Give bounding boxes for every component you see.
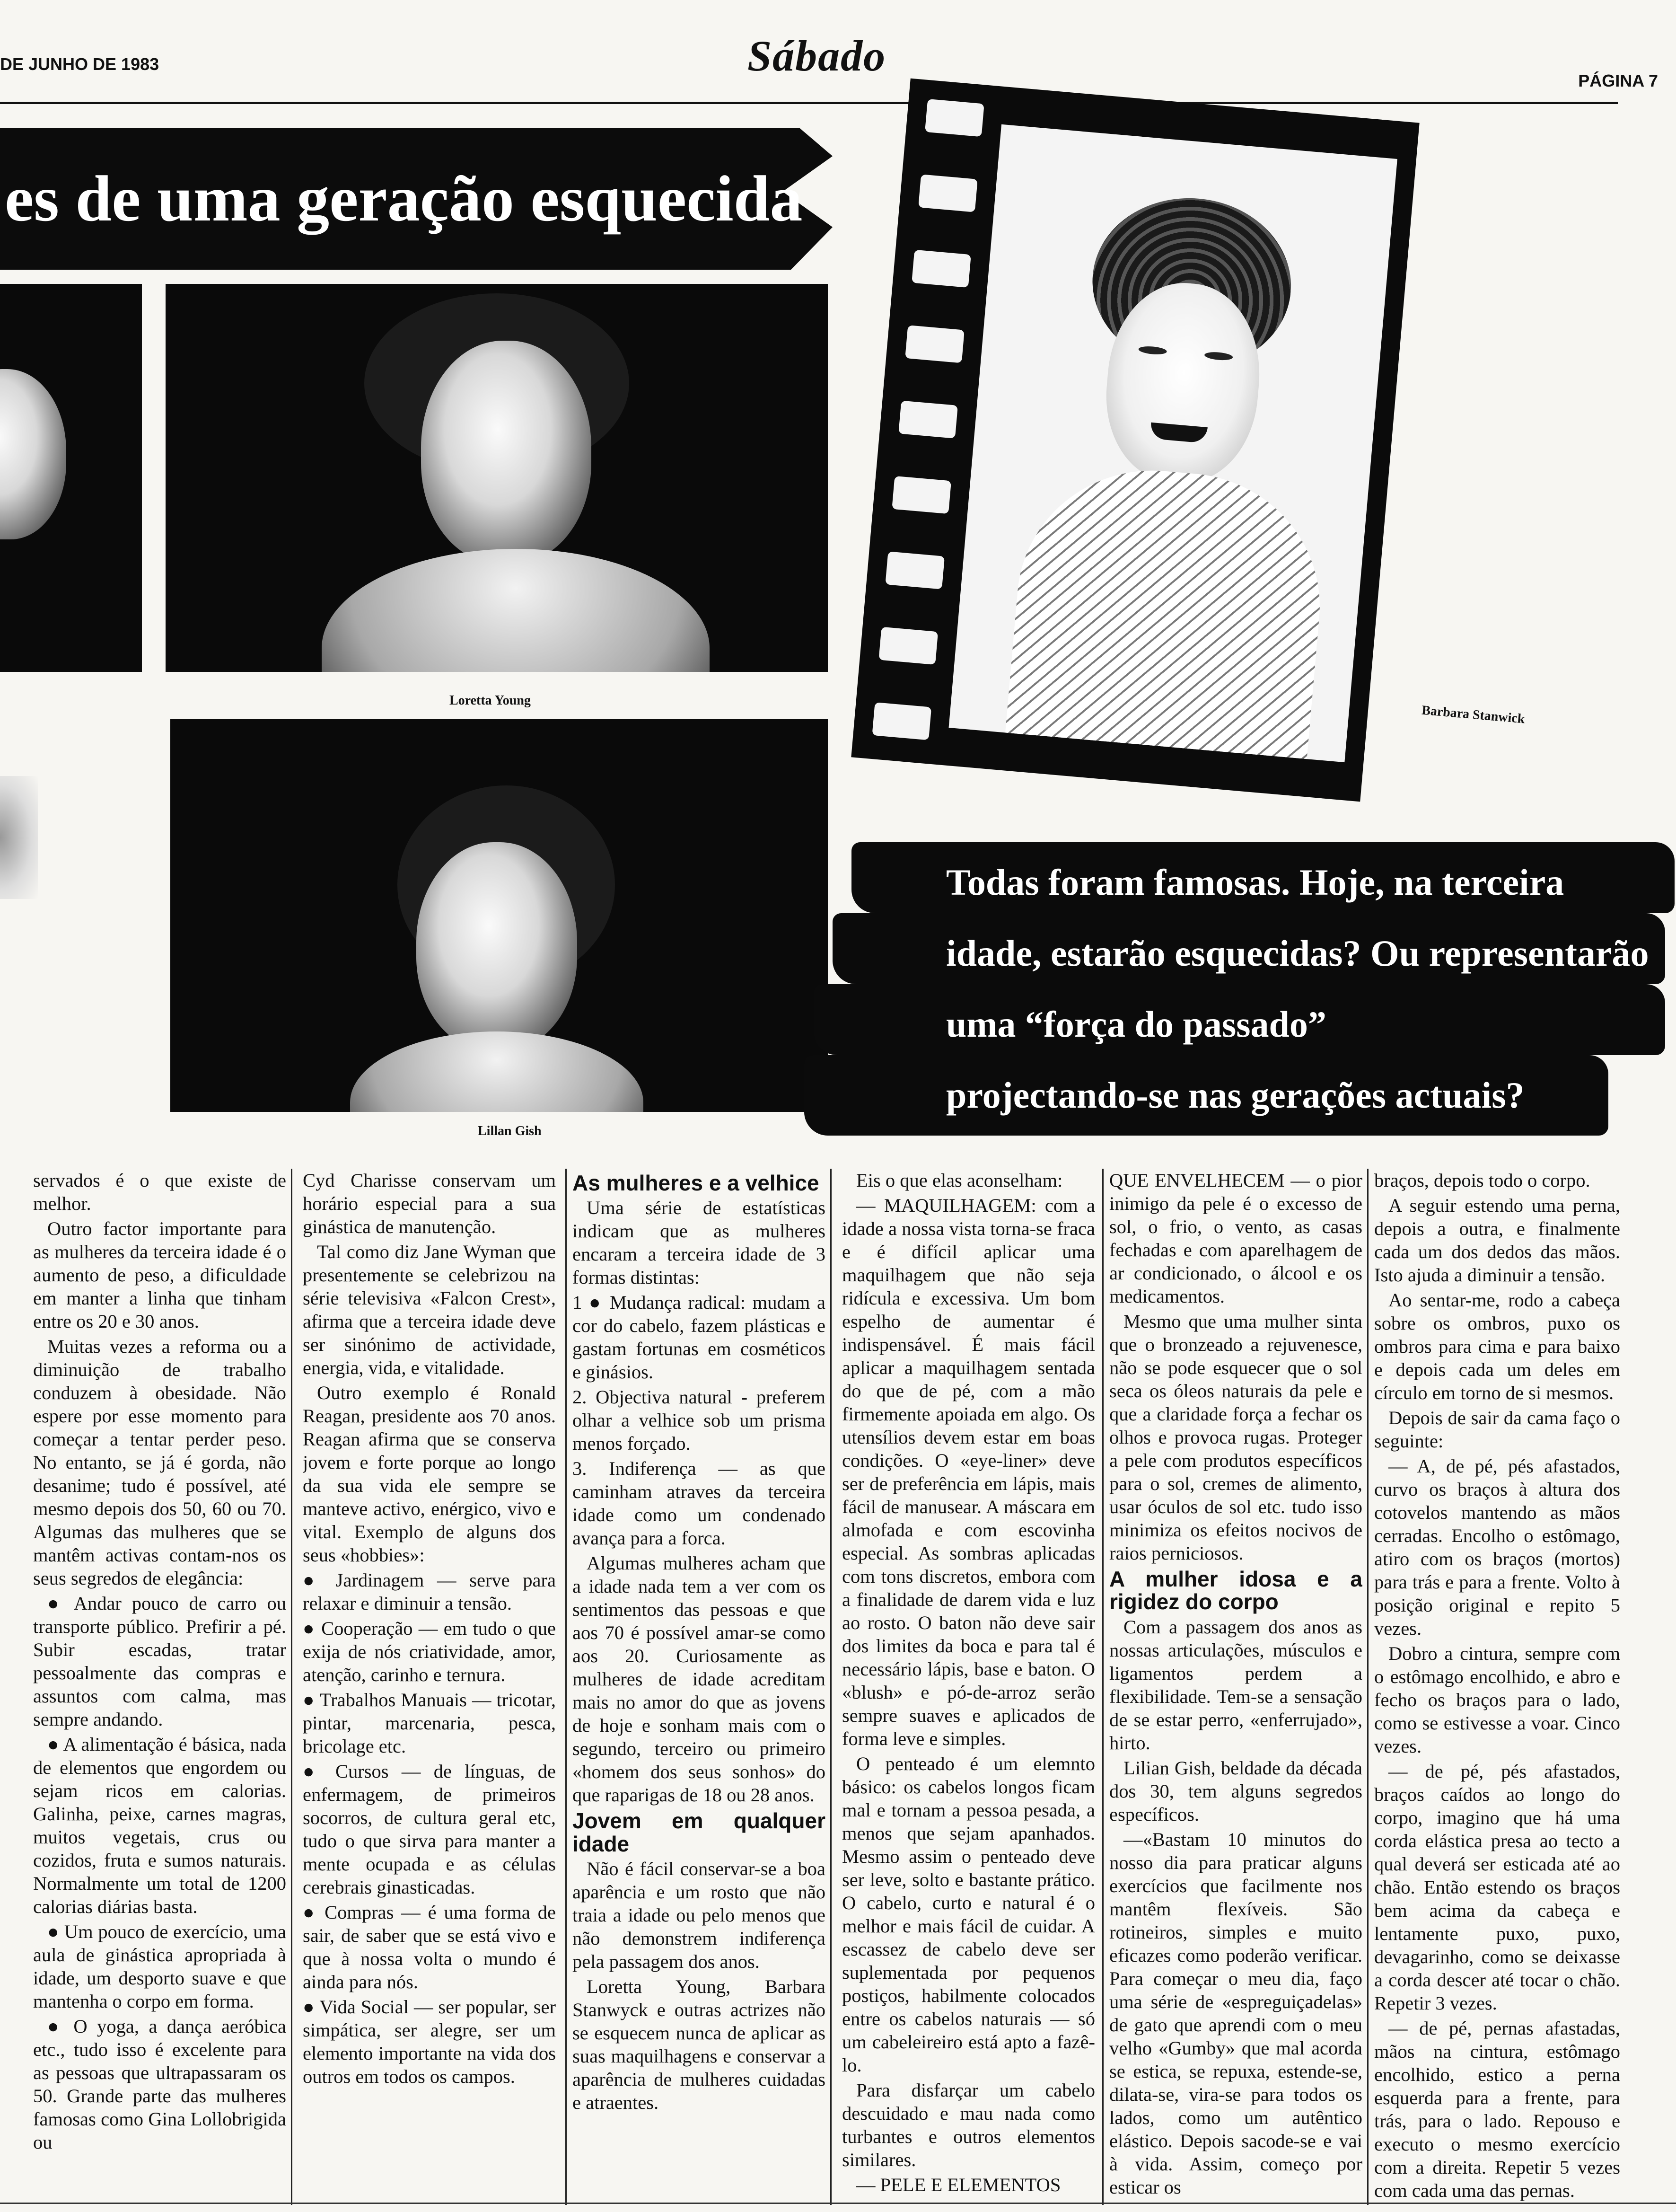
- article-column-4: [842, 1169, 1095, 2205]
- paragraph: Uma série de estatísticas indicam que as mulheres encaram a terceira idade de 3 formas distintas:: [572, 1197, 825, 1288]
- headline: es de uma geração esquecida: [5, 162, 803, 235]
- paragraph: Para disfarçar um cabelo descuidado e mau nada como turbantes e outros elementos similares.: [842, 2080, 1095, 2170]
- bullet-paragraph: ● A alimentação é básica, nada de elementos que engordem ou sejam ricos em calorias. Galinha, peixe, carnes magras, muitos vegetais, crus ou cozidos, fruta e sumos naturais. Normalmente um total de 1200 calorias diárias basta.: [33, 1734, 286, 1917]
- paragraph: QUE ENVELHECEM — o pior inimigo da pele é o excesso de sol, o frio, o vento, as casas fechadas e com aparelhagem de ar condicionado, o álcool e os medicamentos.: [1109, 1170, 1362, 1307]
- paragraph: — A, de pé, pés afastados, curvo os braços à altura dos cotovelos mantendo as mãos cerradas. Encolho o estômago, atiro com os braços (mortos) para trás e para a frente. Volto à posição original e repito 5 vezes.: [1374, 1455, 1620, 1639]
- caption-lillan-gish: Lillan Gish: [478, 1124, 542, 1138]
- bullet-paragraph: ● Cursos — de línguas, de enfermagem, de primeiros socorros, de cultura geral etc, tudo o que sirva para manter a mente ocupada e as células cerebrais ginasticadas.: [303, 1761, 556, 1898]
- pullquote-line-1: Todas foram famosas. Hoje, na terceira: [946, 862, 1564, 903]
- paragraph: braços, depois todo o corpo.: [1374, 1170, 1590, 1191]
- paragraph: Ao sentar-me, rodo a cabeça sobre os ombros, puxo os ombros para cima e para baixo e depois cada um deles em círculo em torno de si mesmos.: [1374, 1289, 1620, 1403]
- article-column-2: [303, 1169, 556, 2205]
- paragraph: servados é o que existe de melhor.: [33, 1170, 286, 1214]
- bullet-paragraph: ● Jardinagem — serve para relaxar e diminuir a tensão.: [303, 1569, 556, 1614]
- paragraph: Cyd Charisse conservam um horário especial para a sua ginástica de manutenção.: [303, 1170, 556, 1237]
- column-rule: [1367, 1169, 1369, 2205]
- bullet-paragraph: ● Compras — é uma forma de sair, de saber que se está vivo e que à nossa volta o mundo é ainda para nós.: [303, 1902, 556, 1992]
- issue-date: DE JUNHO DE 1983: [0, 54, 159, 74]
- paragraph: Muitas vezes a reforma ou a diminuição de trabalho conduzem à obesidade. Não espere por esse momento para começar a tentar perder peso. No entanto, se já é gorda, não desanime; tudo é possível, até mesmo depois dos 50, 60 ou 70. Algumas das mulheres que se mantêm activas contam-nos os seus segredos de elegância:: [33, 1336, 286, 1589]
- column-rule: [1102, 1169, 1104, 2205]
- caption-barbara-stanwick: Barbara Stanwick: [1421, 703, 1526, 727]
- newspaper-logo: Sábado: [747, 32, 886, 80]
- article-column-1: [33, 1169, 286, 2205]
- article-column-3: [572, 1169, 825, 2205]
- photo-loretta-young: [166, 284, 828, 672]
- photo-cropped-left-lower: [0, 776, 38, 899]
- bullet-paragraph: ● Trabalhos Manuais — tricotar, pintar, marcenaria, pesca, bricolage etc.: [303, 1689, 556, 1757]
- paragraph: Outro exemplo é Ronald Reagan, presidente aos 70 anos. Reagan afirma que se conserva jovem e forte porque ao longo da sua vida ele sempre se manteve activo, enérgico, vivo e vital. Exemplo de alguns dos seus «hobbies»:: [303, 1382, 556, 1566]
- pullquote-line-4: projectando-se nas gerações actuais?: [946, 1075, 1525, 1116]
- bullet-paragraph: ● Andar pouco de carro ou transporte público. Prefirir a pé. Subir escadas, tratar pessoalmente das compras e assuntos com calma, mas sempre andando.: [33, 1593, 286, 1730]
- caption-loretta-young: Loretta Young: [449, 693, 531, 708]
- bullet-paragraph: ● Cooperação — em tudo o que exija de nós criatividade, amor, atenção, carinho e ternura.: [303, 1618, 556, 1685]
- paragraph: — de pé, pés afastados, braços caídos ao longo do corpo, imagino que há uma corda elástica presa ao tecto a qual deverá ser esticada até ao chão. Então estendo os braços bem acima da cabeça e lentamente puxo, puxo, devagarinho, como se deixasse a corda descer até tocar o chão. Repetir 3 vezes.: [1374, 1761, 1620, 2014]
- bullet-paragraph: ● Um pouco de exercício, uma aula de ginástica apropriada à idade, um desporto suave e que mantenha o corpo em forma.: [33, 1921, 286, 2012]
- paragraph: A seguir estendo uma perna, depois a outra, e finalmente cada um dos dedos das mãos. Isto ajuda a diminuir a tensão.: [1374, 1195, 1620, 1286]
- paragraph: O penteado é um elemnto básico: os cabelos longos ficam mal e tornam a pessoa pesada, a menos que sejam apanhados. Mesmo assim o penteado deve ser leve, solto e bastante prático. O cabelo, curto e natural é o melhor e mais fácil de cuidar. A escassez de cabelo deve ser suplementada por pequenos postiços, habilmente colocados entre os cabelos naturais — só um cabeleireiro está apto a fazê-lo.: [842, 1753, 1095, 2076]
- paragraph: Lilian Gish, beldade da década dos 30, tem alguns segredos específicos.: [1109, 1757, 1362, 1825]
- header-rule: [0, 102, 1618, 104]
- paragraph: Mesmo que uma mulher sinta que o bronzeado a rejuvenesce, não se pode esquecer que o sol seca os óleos naturais da pele e que a claridade força a fechar os olhos e provoca rugas. Proteger a pele com produtos específicos para o sol, cremes de alimento, usar óculos de sol etc. tudo isso minimiza os efeitos nocivos de raios perniciosos.: [1109, 1311, 1362, 1564]
- paragraph: — MAQUILHAGEM: com a idade a nossa vista torna-se fraca e é difícil aplicar uma maquilhagem que não seja ridícula e excessiva. Um bom espelho de aumentar é indispensável. É mais fácil aplicar a maquilhagem sentada do que de pé, com a mão firmemente apoiada em algo. Os utensílios devem estar em boas condições. O «eye-liner» deve ser de preferência em lápis, mais fácil de manusear. A máscara em almofada e com escovinha especial. As sombras aplicadas com tons discretos, embora com a finalidade de darem vida e luz ao rosto. O baton não deve sair dos limites da boca e para tal é necessário lápis, base e baton. O «blush» e pó-de-arroz serão sempre suaves e aplicados de forma leve e simples.: [842, 1195, 1095, 1749]
- column-rule: [565, 1169, 567, 2205]
- paragraph: 1 ● Mudança radical: mudam a cor do cabelo, fazem plásticas e gastam fortunas em cosméticos e ginásios.: [572, 1292, 825, 1383]
- column-rule: [291, 1169, 292, 2205]
- paragraph: Outro factor importante para as mulheres da terceira idade é o aumento de peso, a dificuldade em manter a linha que tinham entre os 20 e 30 anos.: [33, 1218, 286, 1332]
- pullquote: [804, 842, 1676, 1145]
- article-column-5: [1109, 1169, 1362, 2205]
- photo-barbara-stanwick-filmstrip: [851, 79, 1419, 802]
- column-rule: [830, 1169, 832, 2205]
- paragraph: Loretta Young, Barbara Stanwyck e outras actrizes não se esquecem nunca de aplicar as suas maquilhagens e conservar a aparência de mulheres cuidadas e atraentes.: [572, 1975, 825, 2113]
- page-number: PÁGINA 7: [1578, 71, 1658, 90]
- photo-cropped-left: [0, 284, 142, 672]
- paragraph: — de pé, pernas afastadas, mãos na cintura, estômago encolhido, estico a perna esquerda para a frente, para trás, para o lado. Repouso e executo o mesmo exercício com a direita. Repetir 5 vezes com cada uma das pernas.: [1374, 2018, 1620, 2201]
- pullquote-line-2: idade, estarão esquecidas? Ou representarão: [946, 933, 1649, 974]
- paragraph: Algumas mulheres acham que a idade nada tem a ver com os sentimentos das pessoas e que aos 70 é possível amar-se como aos 20. Curiosamente as mulheres de idade acreditam mais no amor do que as jovens de hoje e sonham mais com o segundo, terceiro ou primeiro «homem dos seus sonhos» do que raparigas de 18 ou 28 anos.: [572, 1552, 825, 1806]
- paragraph: — PELE E ELEMENTOS: [856, 2174, 1061, 2195]
- paragraph: Tal como diz Jane Wyman que presentemente se celebrizou na série televisiva «Falcon Crest», afirma que a terceira idade deve ser sinónimo de actividade, energia, vida, e vitalidade.: [303, 1241, 556, 1378]
- photo-lillan-gish: [170, 719, 828, 1112]
- bullet-paragraph: ● O yoga, a dança aeróbica etc., tudo isso é excelente para as pessoas que ultrapassaram os 50. Grande parte das mulheres famosas como Gina Lollobrigida ou: [33, 2016, 286, 2153]
- paragraph: Dobro a cintura, sempre com o estômago encolhido, e abro e fecho os braços para o lado, como se estivesse a voar. Cinco vezes.: [1374, 1643, 1620, 1757]
- bullet-paragraph: ● Vida Social — ser popular, ser simpática, ser alegre, ser um elemento importante na vida dos outros em todos os campos.: [303, 1996, 556, 2087]
- paragraph: Depois de sair da cama faço o seguinte:: [1374, 1407, 1620, 1452]
- article-column-6: [1374, 1169, 1620, 2205]
- subheading-mulheres-velhice: As mulheres e a velhice: [572, 1171, 819, 1195]
- paragraph: Não é fácil conservar-se a boa aparência e um rosto que não traia a idade ou pelo menos que não demonstrem indiferença pela passagem dos anos.: [572, 1858, 825, 1972]
- photo-barbara-stanwick: [949, 124, 1397, 762]
- pullquote-line-3: uma “força do passado”: [946, 1004, 1326, 1045]
- footer-rule: [0, 2203, 1676, 2204]
- paragraph: 2. Objectiva natural - preferem olhar a velhice sob um prisma menos forçado.: [572, 1386, 825, 1454]
- paragraph: —«Bastam 10 minutos do nosso dia para praticar alguns exercícios que facilmente nos mantêm flexíveis. São rotineiros, simples e muito eficazes como poderão verificar. Para começar o meu dia, faço uma série de «espreguiçadelas» de gato que aprendi com o meu velho «Gumby» que mal acorda se estica, se repuxa, estende-se, dilata-se, vira-se para todos os lados, como um autêntico elástico. Depois sacode-se e vai à vida. Assim, começo por esticar os: [1109, 1828, 1362, 2198]
- subheading-jovem-qualquer-idade: Jovem em qualquer idade: [572, 1808, 825, 1856]
- paragraph: Eis o que elas aconselham:: [856, 1170, 1063, 1191]
- paragraph: 3. Indiferença — as que caminham atraves da terceira idade como um condenado avança para a forca.: [572, 1458, 825, 1549]
- paragraph: Com a passagem dos anos as nossas articulações, músculos e ligamentos perdem a flexibilidade. Tem-se a sensação de se estar perro, «enferrujado», hirto.: [1109, 1616, 1362, 1754]
- subheading-mulher-idosa: A mulher idosa e a rigidez do corpo: [1109, 1567, 1362, 1614]
